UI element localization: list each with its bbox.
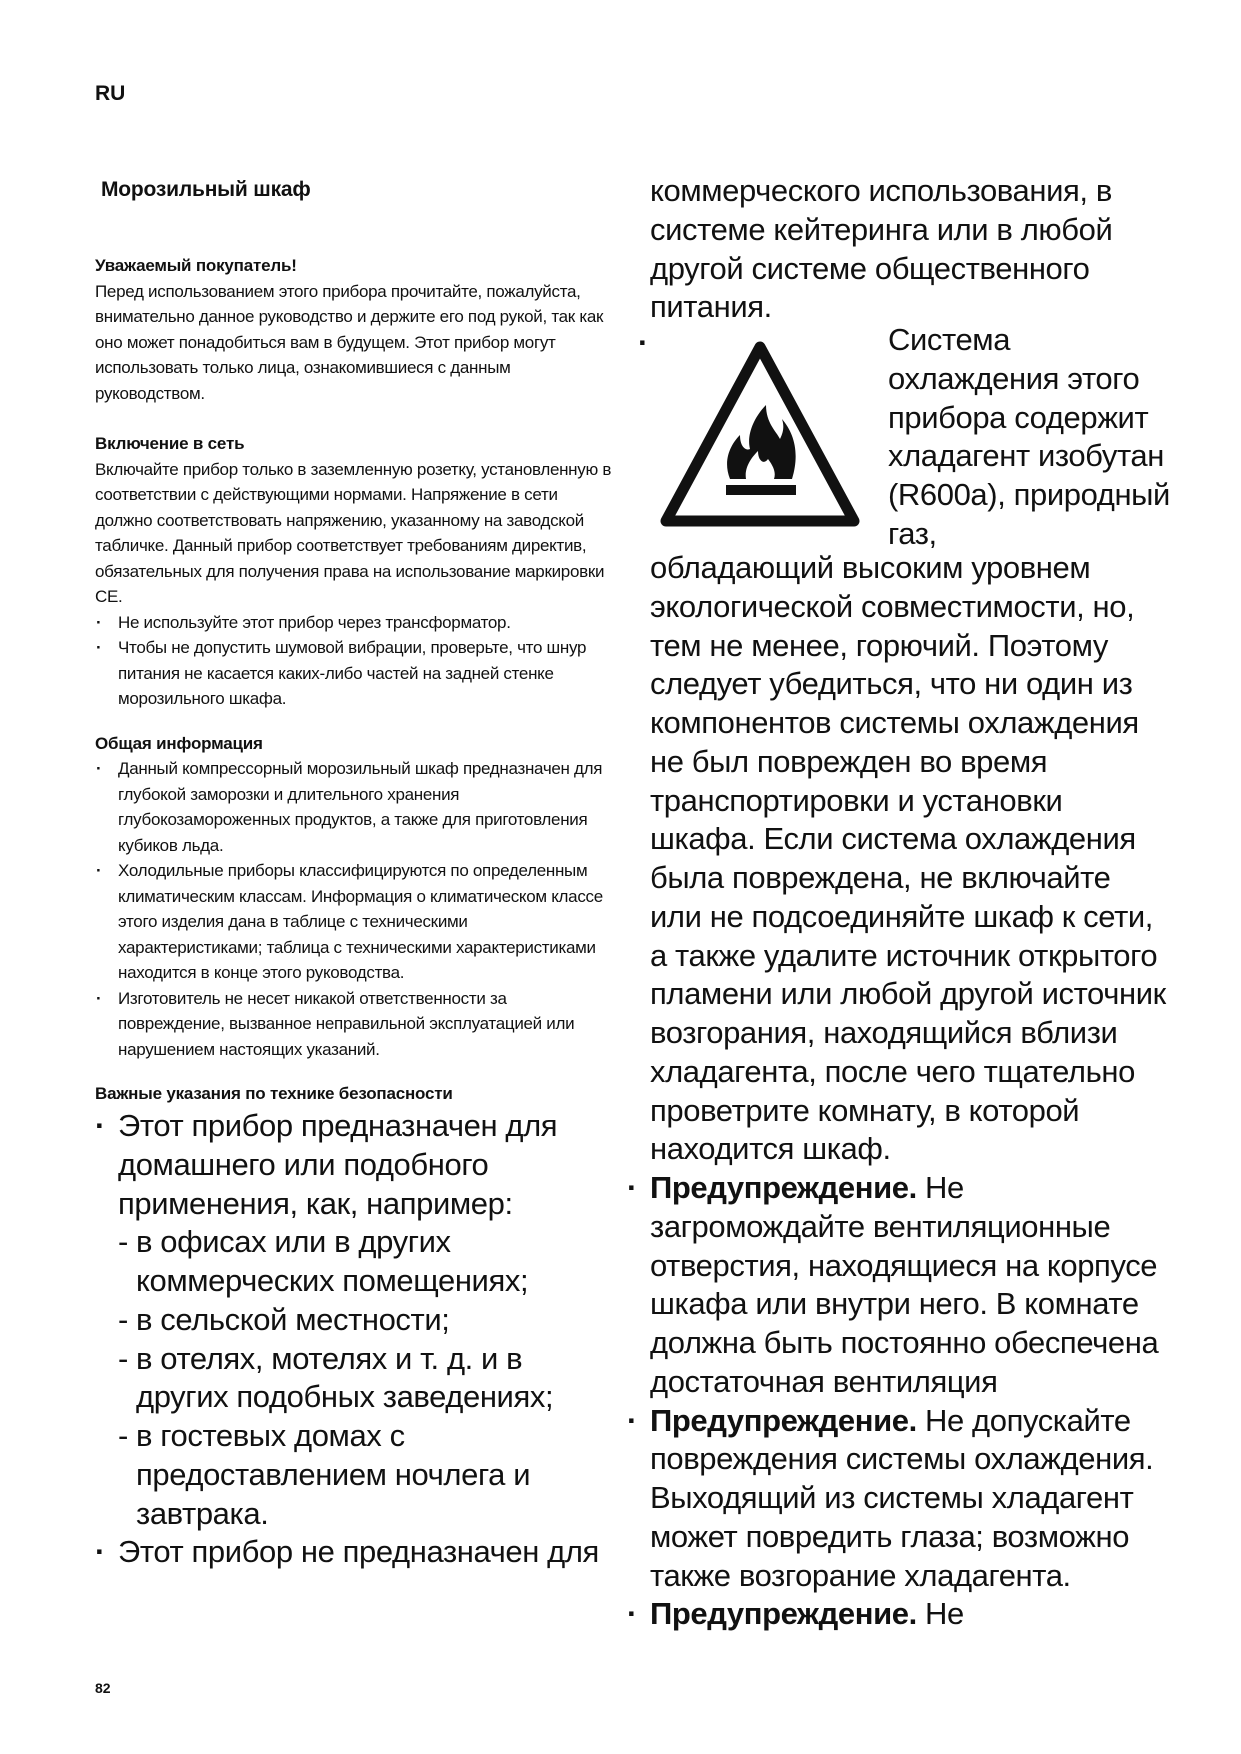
power-list xyxy=(95,610,615,712)
usage-places-list xyxy=(118,1223,615,1533)
warning-text: Не допускайте повреждения системы охлаждения. Выходящий из системы хладагент может повредить глаза; возможно также возгорание хладагента. xyxy=(650,1402,1154,1593)
safety-heading: Важные указания по технике безопасности xyxy=(95,1084,453,1104)
warning-continuation-text: обладающий высоким уровнем экологической совместимости, но, тем не менее, горючий. Поэтому следует убедиться, что ни один из компонентов системы охлаждения не был поврежден во время транспортировки и установки шкафа. Если система охлаждения была повреждена, не включайте или не подсоединяйте шкаф к сети, а также удалите источник открытого пламени или любой другой источник возгорания, находящийся вблизи хладагента, после чего тщательно проветрите комнату, в которой находится шкаф. xyxy=(650,550,1166,1167)
flammable-warning-icon xyxy=(660,339,860,529)
list-item xyxy=(95,1107,615,1533)
list-item: - в сельской местности; xyxy=(118,1301,615,1340)
flammable-warning-block xyxy=(638,322,1170,551)
greeting-heading: Уважаемый покупатель! xyxy=(95,256,297,275)
list-item: · Чтобы не допустить шумовой вибрации, проверьте, что шнур питания не касается каких-либо частей на задней стенке морозильного шкафа. xyxy=(95,635,615,712)
list-item: - в офисах или в других коммерческих помещениях; xyxy=(118,1223,615,1301)
list-item xyxy=(627,1595,1170,1634)
list-item xyxy=(627,1402,1170,1596)
list-item: · Этот прибор не предназначен для xyxy=(95,1533,615,1572)
warning-side-text: Система охлаждения этого прибора содержит хладагент изобутан (R600a), природный газ, xyxy=(888,322,1170,551)
greeting-text: Перед использованием этого прибора прочитайте, пожалуйста, внимательно данное руководство и держите его под рукой, так как оно может понадобиться вам в будущем. Этот прибор могут использовать только лица, ознакомившиеся с данным руководством. xyxy=(95,281,604,403)
general-heading: Общая информация xyxy=(95,733,263,753)
power-text: Включайте прибор только в заземленную розетку, установленную в соответствии с действующими нормами. Напряжение в сети должно соответствовать напряжению, указанному на заводской табличке. Данный прибор соответствует требованиям директив, обязательных для получения права на использование маркировки CE. xyxy=(95,459,612,607)
list-item: · Не используйте этот прибор через трансформатор. xyxy=(95,610,615,636)
list-item: - в гостевых домах с предоставлением ночлега и завтрака. xyxy=(118,1417,615,1533)
right-column xyxy=(638,173,1170,1634)
left-column xyxy=(95,178,615,1572)
warning-text: Не загромождайте вентиляционные отверстия, находящиеся на корпусе шкафа или внутри него. В комнате должна быть постоянно обеспечена достаточная вентиляция xyxy=(650,1170,1159,1399)
warning-label: Предупреждение. xyxy=(650,1170,917,1205)
power-heading: Включение в сеть xyxy=(95,434,245,454)
safety-item-text: Этот прибор предназначен для домашнего или подобного применения, как, например: xyxy=(118,1108,558,1221)
list-item: · Данный компрессорный морозильный шкаф предназначен для глубокой заморозки и длительного хранения глубокозамороженных продуктов, а также для приготовления кубиков льда. xyxy=(95,756,615,858)
page-title: Морозильный шкаф xyxy=(101,178,311,201)
warning-label: Предупреждение. xyxy=(650,1402,917,1438)
list-item: - в отелях, мотелях и т. д. и в других подобных заведениях; xyxy=(118,1340,615,1418)
warning-text: Не xyxy=(916,1596,964,1632)
warning-label: Предупреждение. xyxy=(650,1596,917,1632)
bullet: · xyxy=(638,325,649,360)
general-list xyxy=(95,756,615,1062)
warnings-list xyxy=(627,1169,1170,1634)
safety-list xyxy=(95,1107,615,1572)
continuation-text: коммерческого использования, в системе кейтеринга или в любой другой системе общественного питания. xyxy=(650,173,1113,325)
language-code: RU xyxy=(95,82,126,105)
page-number: 82 xyxy=(95,1680,111,1696)
list-item: · Изготовитель не несет никакой ответственности за повреждение, вызванное неправильной эксплуатацией или нарушением настоящих указаний. xyxy=(95,986,615,1063)
list-item: · Холодильные приборы классифицируются по определенным климатическим классам. Информация о климатическом классе этого изделия дана в таблице с техническими характеристиками; таблица с техническими характеристиками находится в конце этого руководства. xyxy=(95,858,615,986)
list-item xyxy=(627,1169,1170,1402)
